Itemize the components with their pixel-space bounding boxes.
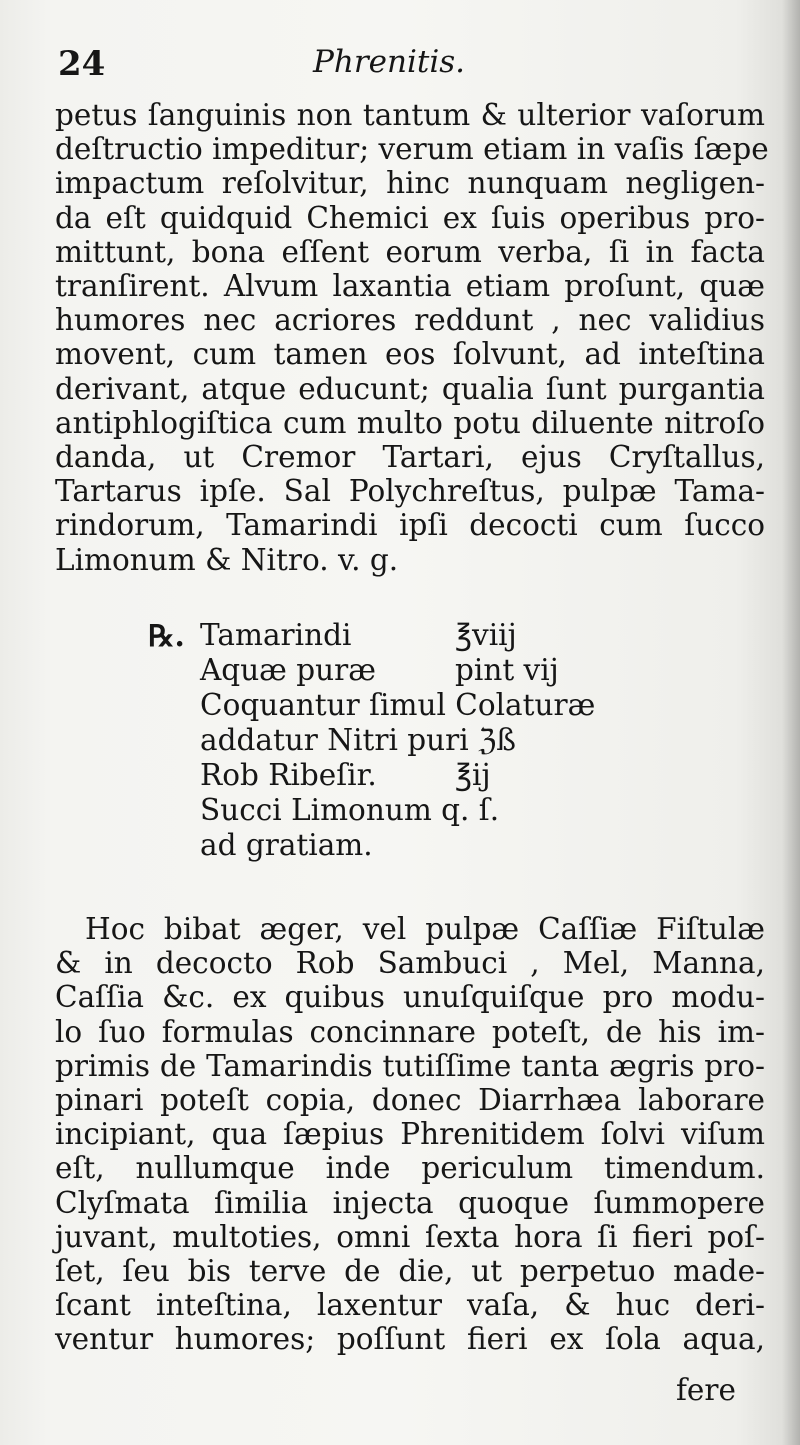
text-line: Limonum & Nitro. v. g. — [55, 542, 399, 577]
text-line: & in decocto Rob Sambuci , Mel, Manna, — [55, 946, 765, 981]
recipe-row — [148, 758, 578, 793]
recipe-ingredient: Tamarindi — [200, 618, 352, 652]
recipe-ingredient: Coquantur ſimul Colaturæ — [200, 688, 596, 722]
catchword: fere — [676, 1373, 736, 1407]
recipe-ingredient: addatur Nitri puri ℨß — [200, 723, 516, 757]
text-line: mittunt, bona eſſent eorum verba, ſi in facta — [55, 234, 765, 269]
recipe-quantity: ℥ij — [455, 758, 491, 792]
recipe-row — [148, 793, 578, 828]
text-line: ſet, ſeu bis terve de die, ut perpetuo made- — [55, 1254, 765, 1289]
recipe-ingredient: ad gratiam. — [200, 828, 373, 862]
text-line: primis de Tamarindis tutiſſime tanta ægris pro- — [55, 1048, 765, 1083]
text-line: Clyſmata ſimilia injecta quoque ſummopere — [55, 1185, 765, 1220]
text-line: Hoc bibat æger, vel pulpæ Caſſiæ Fiſtulæ — [85, 912, 765, 946]
recipe-row — [148, 688, 596, 723]
recipe-ingredient: Succi Limonum q. ſ. — [200, 793, 500, 827]
recipe-block — [148, 618, 596, 863]
recipe-quantity: pint vij — [455, 653, 559, 687]
text-line: Tartarus ipſe. Sal Polychreſtus, pulpæ Tama- — [55, 474, 765, 509]
running-title: Phrenitis. — [313, 44, 466, 80]
page-number: 24 — [58, 44, 106, 84]
text-line: ſcant inteſtina, laxentur vaſa, & huc deri- — [55, 1288, 765, 1323]
recipe-ingredient: Rob Ribeſir. — [200, 758, 377, 792]
text-line: tranſirent. Alvum laxantia etiam proſunt, quæ — [55, 269, 765, 304]
text-line: movent, cum tamen eos ſolvunt, ad inteſtina — [55, 337, 765, 372]
recipe-quantity: ℥viij — [455, 618, 517, 652]
text-line: impactum reſolvitur, hinc nunquam negligen- — [55, 166, 765, 201]
text-line: petus ſanguinis non tantum & ulterior vaſorum — [55, 98, 765, 132]
recipe-row — [148, 828, 578, 863]
recipe-row — [148, 723, 578, 758]
recipe-ingredient: Aquæ puræ — [200, 653, 377, 687]
recipe-row — [148, 653, 578, 688]
text-line: juvant, multoties, omni ſexta hora ſi fieri poſ- — [55, 1219, 765, 1254]
text-line: derivant, atque educunt; qualia ſunt purgantia — [55, 371, 765, 406]
page-header — [58, 44, 758, 94]
text-line: humores nec acriores reddunt , nec validius — [55, 303, 765, 338]
paragraph-1 — [55, 98, 769, 577]
text-line: deſtructio impeditur; verum etiam in vaſis ſæpe — [55, 132, 769, 167]
text-line: Caſſia &c. ex quibus unuſquiſque pro modu- — [55, 980, 765, 1015]
text-line: da eſt quidquid Chemici ex ſuis operibus pro- — [55, 200, 765, 235]
text-line: ventur humores; poſſunt fieri ex ſola aqua, — [55, 1322, 765, 1357]
text-line: rindorum, Tamarindi ipſi decocti cum ſucco — [55, 508, 765, 543]
text-line: pinari poteſt copia, donec Diarrhæa laborare — [55, 1083, 765, 1118]
text-line: danda, ut Cremor Tartari, ejus Cryſtallus, — [55, 440, 765, 475]
recipe-symbol: ℞. — [148, 618, 185, 653]
page-edge-shadow — [782, 0, 800, 1445]
text-line: antiphlogiſtica cum multo potu diluente nitroſo — [55, 405, 765, 440]
paragraph-2 — [55, 912, 765, 1357]
recipe-row — [148, 618, 578, 653]
text-line: lo ſuo formulas concinnare poteſt, de his im- — [55, 1014, 765, 1049]
text-line: incipiant, qua ſæpius Phrenitidem ſolvi viſum — [55, 1117, 765, 1152]
text-line: eſt, nullumque inde periculum timendum. — [55, 1151, 765, 1186]
